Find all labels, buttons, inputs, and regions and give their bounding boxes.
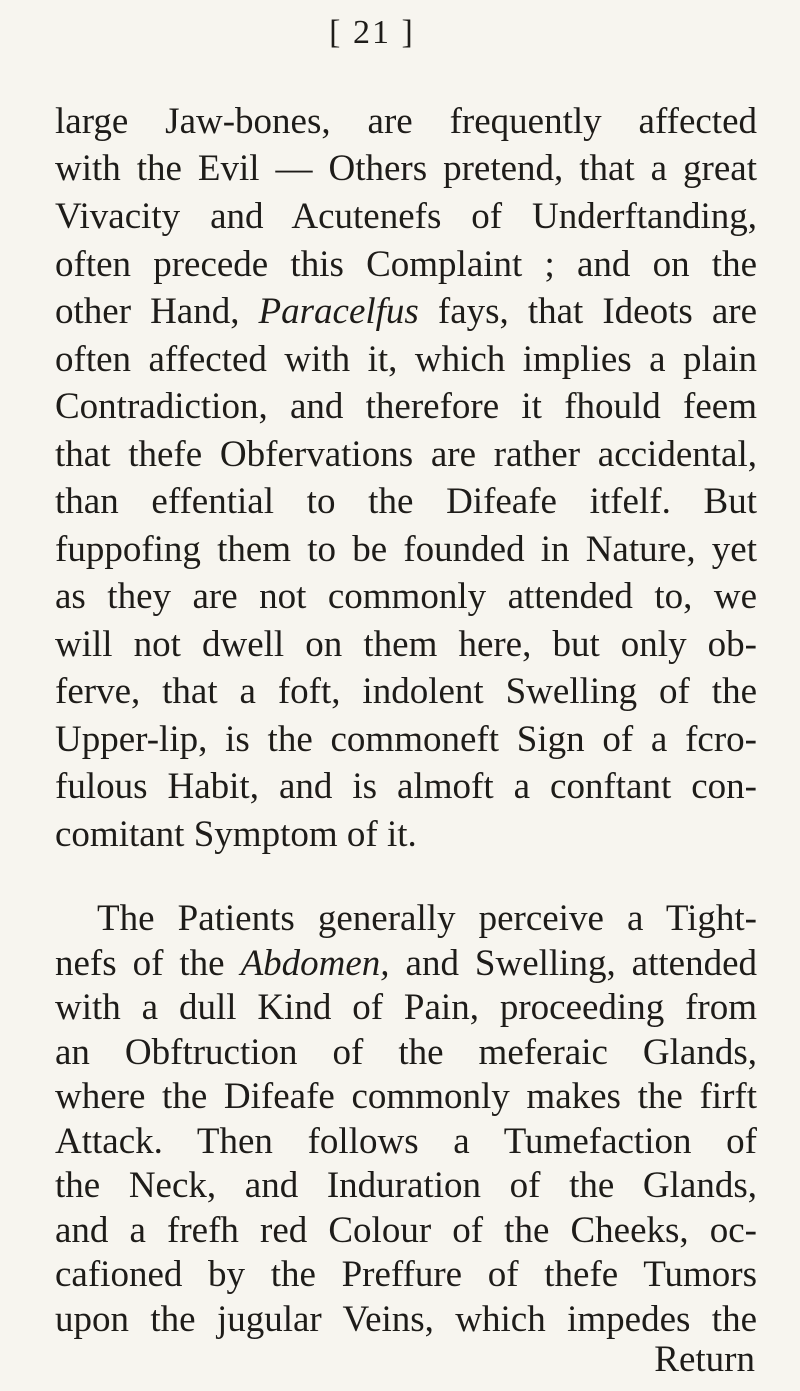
- text-line: large Jaw-bones, are frequently affected: [55, 101, 757, 142]
- text-line: Vivacity and Acutenefs of Underftanding,: [55, 196, 757, 237]
- text-line: Upper-lip, is the commoneft Sign of a fcro-: [55, 719, 757, 760]
- text-line: that thefe Obfervations are rather accidental,: [55, 434, 757, 475]
- text-line-italic-name: [55, 290, 757, 334]
- text-line: ferve, that a foft, indolent Swelling of the: [55, 671, 757, 712]
- italic-term: Abdomen,: [240, 942, 390, 984]
- text-line: The Patients generally perceive a Tight-: [97, 898, 757, 939]
- text-line: fuppofing them to be founded in Nature, yet: [55, 529, 757, 570]
- text-line: will not dwell on them here, but only ob-: [55, 624, 757, 665]
- text-line: often affected with it, which implies a plain: [55, 339, 757, 380]
- text-line: often precede this Complaint ; and on the: [55, 244, 757, 285]
- catchword: Return: [654, 1339, 755, 1380]
- text-line: other Hand, Paracelfus fays, that Ideots are: [55, 291, 757, 332]
- text-line: Contradiction, and therefore it fhould feem: [55, 386, 757, 427]
- text-line: with a dull Kind of Pain, proceeding from: [55, 987, 757, 1028]
- text-line: fulous Habit, and is almoft a conftant con-: [55, 766, 757, 807]
- text-line: where the Difeafe commonly makes the firft: [55, 1076, 757, 1117]
- text-line: as they are not commonly attended to, we: [55, 576, 757, 617]
- text-line: than effential to the Difeafe itfelf. But: [55, 481, 757, 522]
- page-number: [ 21 ]: [329, 14, 415, 51]
- italic-term: Paracelfus: [258, 291, 419, 332]
- text-line: an Obftruction of the meferaic Glands,: [55, 1031, 757, 1073]
- text-line: the Neck, and Induration of the Glands,: [55, 1165, 757, 1206]
- text-line: cafioned by the Preffure of thefe Tumors: [55, 1254, 757, 1295]
- text-line: comitant Symptom of it.: [55, 814, 417, 855]
- text-line: nefs of the Abdomen, and Swelling, attended: [55, 942, 758, 984]
- text-line: with the Evil — Others pretend, that a great: [55, 148, 757, 189]
- text-line: Attack. Then follows a Tumefaction of: [55, 1120, 757, 1162]
- text-line: upon the jugular Veins, which impedes the: [55, 1298, 757, 1340]
- text-line: and a frefh red Colour of the Cheeks, oc-: [55, 1209, 757, 1251]
